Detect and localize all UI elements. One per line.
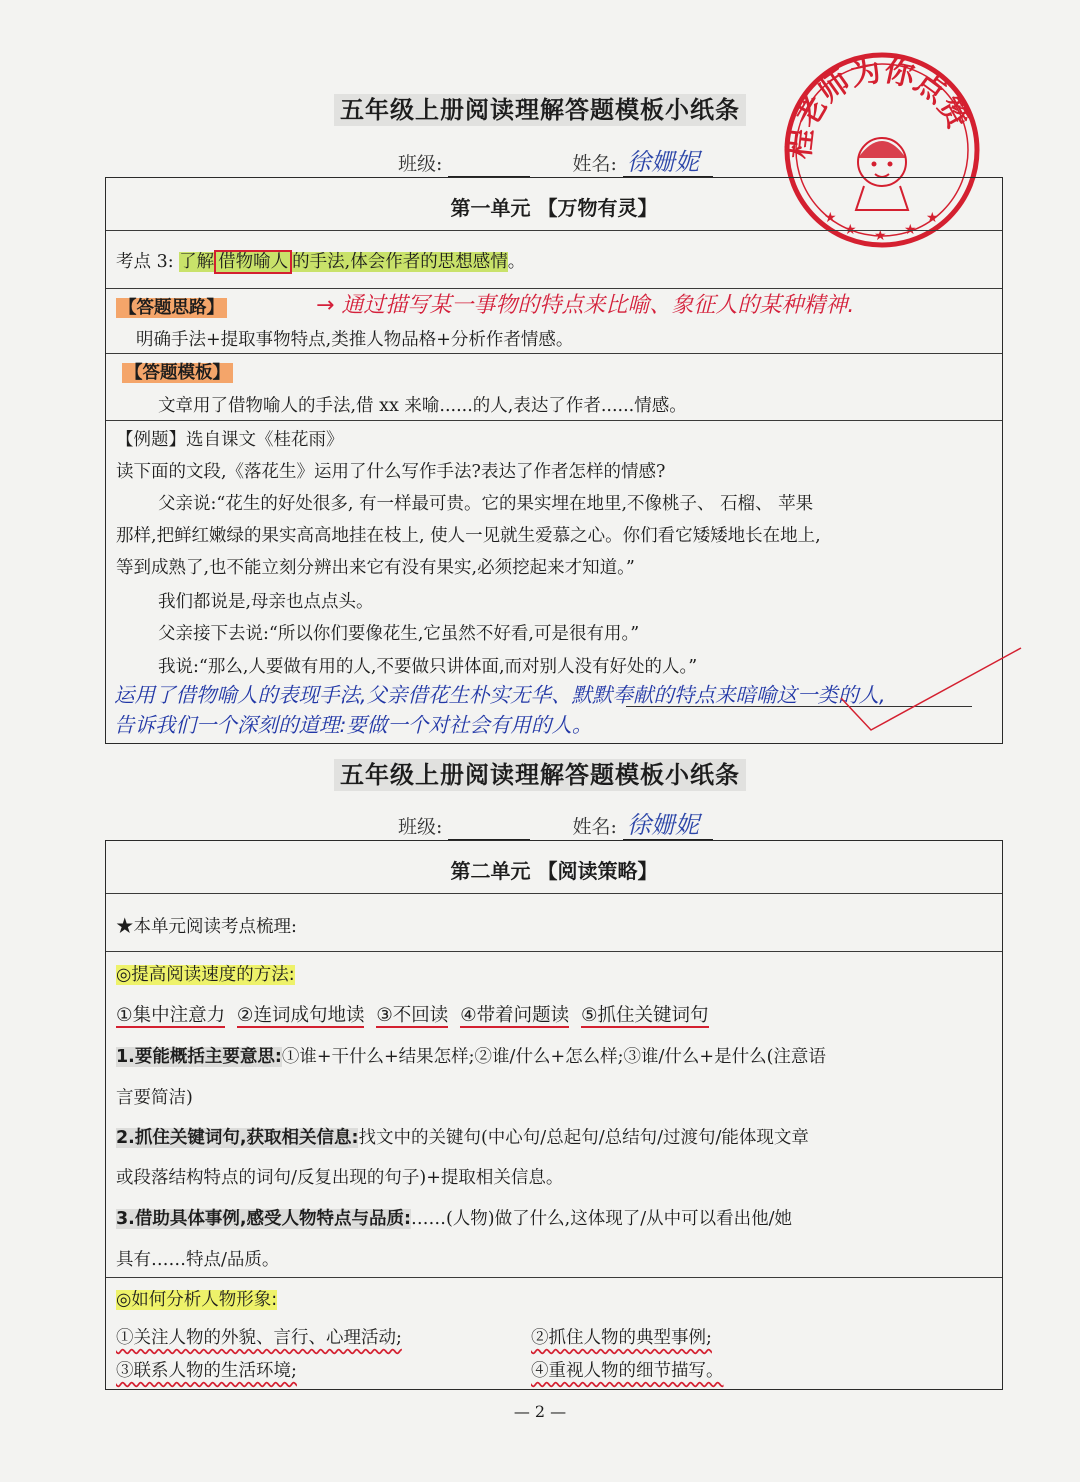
- speed-methods: [116, 1001, 709, 1027]
- moban-tag: 【答题模板】: [122, 359, 233, 384]
- sheet-title-2: 五年级上册阅读理解答题模板小纸条: [0, 755, 1080, 790]
- svg-text:★: ★: [844, 222, 857, 238]
- class-blank: [448, 156, 530, 177]
- item-3-cont: 具有……特点/品质。: [116, 1250, 280, 1270]
- unit2-header: 第二单元 【阅读策略】: [450, 859, 658, 883]
- passage-line-5: 父亲接下去说:“所以你们要像花生,它虽然不好看,可是很有用。”: [158, 624, 640, 644]
- check-mark: [831, 638, 1031, 742]
- sheet-title-1: 五年级上册阅读理解答题模板小纸条: [0, 90, 1080, 125]
- char-point-4: ④重视人物的细节描写。: [531, 1361, 724, 1381]
- passage-line-6: 我说:“那么,人要做有用的人,不要做只讲体面,而对别人没有好处的人。”: [158, 657, 698, 677]
- item-1-cont: 言要简洁): [116, 1088, 193, 1108]
- student-name: 徐姗妮: [623, 148, 713, 177]
- char-point-1: ①关注人物的外貌、言行、心理活动;: [116, 1328, 402, 1348]
- method-1: ①集中注意力: [116, 1005, 226, 1026]
- class-label: 班级:: [398, 816, 443, 838]
- item-3: 3.借助具体事例,感受人物特点与品质:……(人物)做了什么,这体现了/从中可以看出他/她: [116, 1209, 792, 1229]
- passage-line-2: 那样,把鲜红嫩绿的果实高高地挂在枝上, 使人一见就生爱慕之心。你们看它矮矮地长在地上,: [116, 526, 821, 546]
- class-name-row-2: [398, 805, 713, 840]
- speed-title: ◎提高阅读速度的方法:: [116, 965, 295, 985]
- svg-text:★: ★: [926, 210, 939, 226]
- item-2: 2.抓住关键词句,获取相关信息:找文中的关键句(中心句/总起句/总结句/过渡句/能体现文章: [116, 1128, 809, 1148]
- unit2-box: [105, 840, 1003, 1390]
- char-point-3: ③联系人物的生活环境;: [116, 1361, 297, 1381]
- item-1: 1.要能概括主要意思:①谁+干什么+结果怎样;②谁/什么+怎么样;③谁/什么+是什么(注意语: [116, 1047, 826, 1067]
- page-number: — 2 —: [513, 1402, 567, 1421]
- silu-tag: 【答题思路】: [116, 294, 227, 319]
- svg-text:★: ★: [904, 222, 917, 238]
- passage-line-1: 父亲说:“花生的好处很多, 有一样最可贵。它的果实埋在地里,不像桃子、 石榴、 苹果: [158, 494, 814, 514]
- summary-line: ★本单元阅读考点梳理:: [116, 917, 297, 937]
- item-2-cont: 或段落结构特点的词句/反复出现的句子)+提取相关信息。: [116, 1168, 564, 1188]
- svg-text:★: ★: [874, 228, 887, 244]
- key-term-box: 借物喻人: [214, 250, 292, 274]
- name-label: 姓名:: [572, 153, 617, 175]
- unit1-box: [105, 177, 1003, 744]
- method-3: ③不回读: [376, 1005, 449, 1026]
- liti-head: 【例题】选自课文《桂花雨》: [116, 430, 344, 450]
- silu-text: 明确手法+提取事物特点,类推人物品格+分析作者情感。: [136, 330, 574, 350]
- student-name: 徐姗妮: [623, 811, 713, 840]
- method-4: ④带着问题读: [460, 1005, 570, 1026]
- method-5: ⑤抓住关键词句: [580, 1005, 709, 1026]
- method-2: ②连词成句地读: [236, 1005, 365, 1026]
- liti-question: 读下面的文段,《落花生》运用了什么写作手法?表达了作者怎样的情感?: [116, 462, 666, 482]
- silu-handwritten-note: → 通过描写某一事物的特点来比喻、象征人的某种精神.: [316, 293, 855, 318]
- handwritten-answer-2: 告诉我们一个深刻的道理:要做一个对社会有用的人。: [114, 713, 593, 737]
- class-name-row-1: [398, 142, 713, 177]
- passage-line-3: 等到成熟了,也不能立刻分辨出来它有没有果实,必须挖起来才知道。”: [116, 558, 635, 578]
- svg-text:★: ★: [824, 210, 837, 226]
- handwritten-answer-1: 运用了借物喻人的表现手法,父亲借花生朴实无华、默默奉献的特点来暗喻这一类的人,: [114, 683, 886, 707]
- kaodian-highlight: 了解 借物喻人 的手法,体会作者的思想感情: [179, 252, 508, 272]
- kaodian-line: 考点 3: 了解 借物喻人 的手法,体会作者的思想感情。: [116, 252, 526, 272]
- passage-line-4: 我们都说是,母亲也点点头。: [158, 592, 374, 612]
- name-label: 姓名:: [572, 816, 617, 838]
- svg-text:程老师为你点赞: 程老师为你点赞: [782, 53, 976, 161]
- char-title: ◎如何分析人物形象:: [116, 1290, 278, 1310]
- class-label: 班级:: [398, 153, 443, 175]
- char-point-2: ②抓住人物的典型事例;: [531, 1328, 712, 1348]
- class-blank: [448, 819, 530, 840]
- moban-text: 文章用了借物喻人的手法,借 xx 来喻......的人,表达了作者......情感。: [158, 396, 687, 416]
- unit1-header: 第一单元 【万物有灵】: [450, 196, 658, 220]
